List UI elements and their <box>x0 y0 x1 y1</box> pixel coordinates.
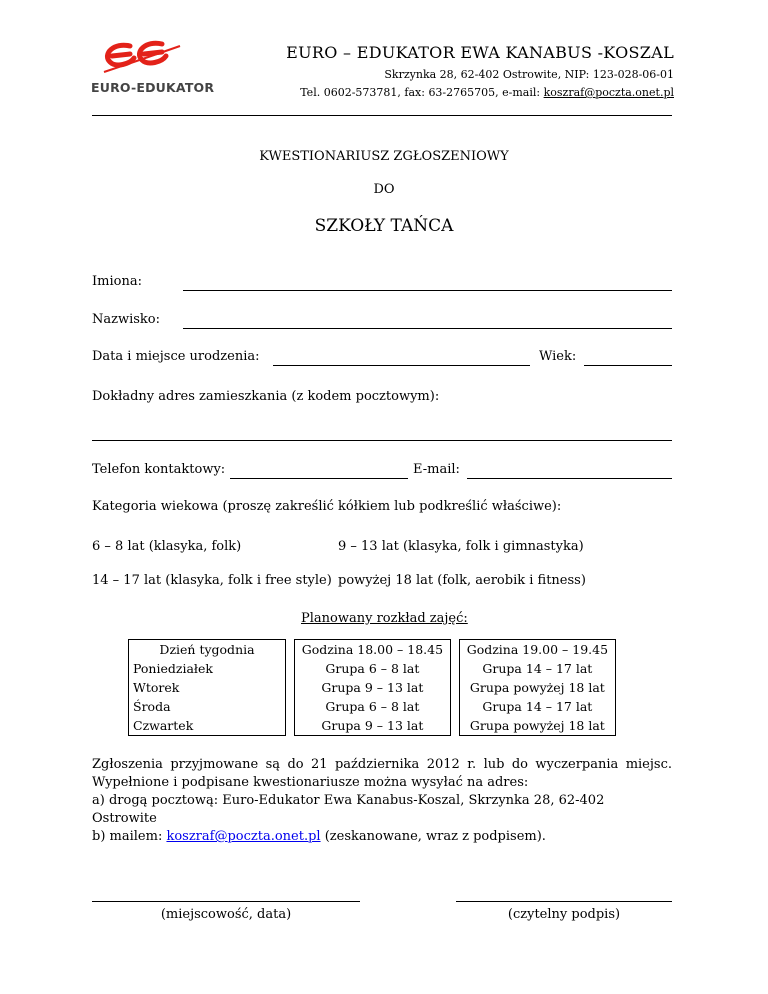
slot1-header: Godzina 18.00 – 18.45 <box>301 642 444 657</box>
slot1-column <box>294 640 450 736</box>
header-rule <box>92 115 672 116</box>
info-email-link[interactable]: koszraf@poczta.onet.pl <box>166 829 321 844</box>
info-line: a) drogą pocztową: Euro-Edukator Ewa Kanabus-Koszal, Skrzynka 28, 62-402 Ostrowite <box>92 793 605 826</box>
category-option[interactable]: 14 – 17 lat (klasyka, folk i free style) <box>92 573 332 588</box>
info-text: (zeskanowane, wraz z podpisem). <box>320 829 546 844</box>
signature-field[interactable] <box>456 901 672 902</box>
info-text: b) mailem: <box>92 829 167 844</box>
column-gap <box>450 640 459 736</box>
day-cell: Wtorek <box>133 680 180 695</box>
day-cell: Poniedziałek <box>133 661 213 676</box>
category-label: Kategoria wiekowa (proszę zakreślić kółkiem lub podkreślić właściwe): <box>92 499 562 514</box>
slot2-cell: Grupa 14 – 17 lat <box>482 661 593 676</box>
first-names-field[interactable] <box>183 290 672 291</box>
address-label: Dokładny adres zamieszkania (z kodem pocztowym): <box>92 389 440 404</box>
slot1-cell: Grupa 6 – 8 lat <box>325 661 420 676</box>
category-option[interactable]: 9 – 13 lat (klasyka, folk i gimnastyka) <box>338 539 584 554</box>
slot2-cell: Grupa powyżej 18 lat <box>469 680 605 695</box>
schedule-title: Planowany rozkład zajęć: <box>301 611 468 626</box>
info-line: Zgłoszenia przyjmowane są do 21 października 2012 r. lub do wyczerpania miejsc. <box>92 757 672 772</box>
form-title: KWESTIONARIUSZ ZGŁOSZENIOWY <box>259 149 509 164</box>
slot2-cell: Grupa 14 – 17 lat <box>482 699 593 714</box>
place-date-label: (miejscowość, data) <box>160 907 292 922</box>
slot1-cell: Grupa 9 – 13 lat <box>321 680 424 695</box>
last-name-field[interactable] <box>183 328 672 329</box>
place-date-field[interactable] <box>92 901 360 902</box>
signature-label: (czytelny podpis) <box>507 907 621 922</box>
form-title-school: SZKOŁY TAŃCA <box>314 216 454 236</box>
company-address: Skrzynka 28, 62-402 Ostrowite, NIP: 123-028-06-01 <box>384 68 674 81</box>
email-label: E-mail: <box>413 462 460 477</box>
slot1-cell: Grupa 6 – 8 lat <box>325 699 420 714</box>
slot2-header: Godzina 19.00 – 19.45 <box>466 642 609 657</box>
age-label: Wiek: <box>539 349 577 364</box>
days-column <box>129 640 286 736</box>
phone-field[interactable] <box>230 478 408 479</box>
last-name-label: Nazwisko: <box>92 312 161 327</box>
logo-text: EURO-EDUKATOR <box>91 80 215 95</box>
contact-email-link[interactable]: koszraf@poczta.onet.pl <box>543 86 674 99</box>
day-cell: Środa <box>133 699 171 714</box>
schedule-table <box>128 639 616 736</box>
slot1-cell: Grupa 9 – 13 lat <box>321 718 424 733</box>
contact-text: Tel. 0602-573781, fax: 63-2765705, e-mail: <box>300 86 544 99</box>
category-option[interactable]: 6 – 8 lat (klasyka, folk) <box>92 539 242 554</box>
birth-field[interactable] <box>273 365 530 366</box>
category-option[interactable]: powyżej 18 lat (folk, aerobik i fitness) <box>338 573 586 588</box>
slot2-cell: Grupa powyżej 18 lat <box>469 718 605 733</box>
column-gap <box>286 640 295 736</box>
slot2-column <box>459 640 615 736</box>
days-header: Dzień tygodnia <box>159 642 255 657</box>
email-field[interactable] <box>467 478 672 479</box>
company-name: EURO – EDUKATOR EWA KANABUS -KOSZAL <box>286 43 674 62</box>
birth-label: Data i miejsce urodzenia: <box>92 349 260 364</box>
phone-label: Telefon kontaktowy: <box>92 462 226 477</box>
age-field[interactable] <box>584 365 672 366</box>
form-title-do: DO <box>373 182 395 197</box>
info-paragraph <box>92 756 672 846</box>
info-line: Wypełnione i podpisane kwestionariusze można wysyłać na adres: <box>92 775 529 790</box>
company-contact <box>300 86 674 99</box>
company-logo <box>100 38 195 78</box>
address-field[interactable] <box>92 440 672 441</box>
info-line <box>92 828 672 846</box>
day-cell: Czwartek <box>133 718 194 733</box>
first-names-label: Imiona: <box>92 274 142 289</box>
